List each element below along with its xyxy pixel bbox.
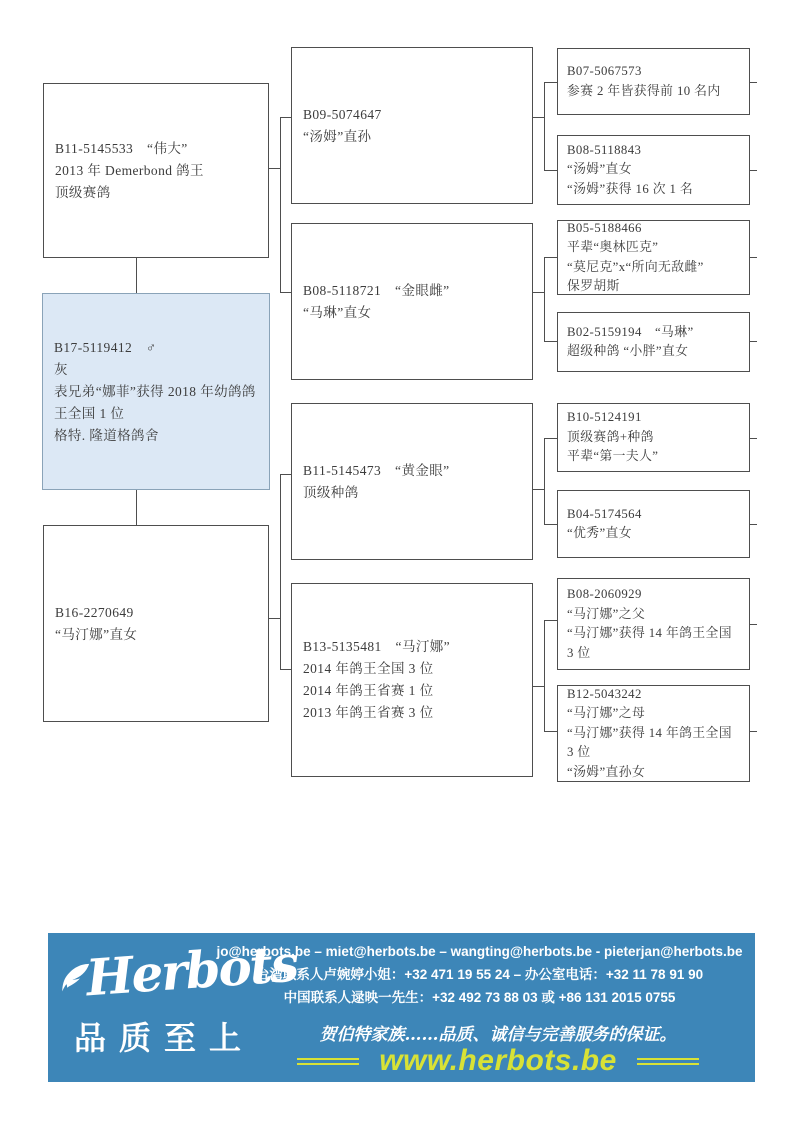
banner-emails: jo@herbots.be – miet@herbots.be – wangting@herbots.be - pieterjan@herbots.be (216, 944, 743, 959)
node-text-line: “马汀娜”之母 (567, 706, 646, 721)
connector-line (136, 490, 137, 525)
double-rule-left (297, 1058, 359, 1065)
node-text (292, 104, 393, 148)
node-text-line: B05-5188466 (567, 220, 642, 235)
connector-line (545, 170, 557, 171)
node-text (558, 141, 702, 200)
node-text-line: B09-5074647 (303, 106, 382, 122)
connector-stub (750, 82, 757, 83)
banner-slogan: 品质至上 (74, 1020, 255, 1056)
node-text-line: B10-5124191 (567, 410, 642, 425)
node-b04-5174564 (557, 490, 750, 558)
node-b08-5118843 (557, 135, 750, 205)
connector-line (281, 292, 291, 293)
node-b07-5067573 (557, 48, 750, 115)
node-b17-5119412-subject (42, 293, 270, 490)
connector-line (281, 669, 291, 670)
connector-line (545, 620, 557, 621)
node-text (558, 323, 703, 362)
connector-line (136, 258, 137, 293)
node-text-line: “汤姆”获得 16 次 1 名 (567, 181, 694, 196)
connector-line (545, 524, 557, 525)
node-text-line: 3 位 (567, 745, 591, 760)
node-text-line: B13-5135481 “马汀娜” (303, 639, 451, 654)
node-b12-5043242 (557, 685, 750, 782)
node-text-line: B08-5118721 “金眼雌” (303, 282, 450, 298)
node-text-line: “优秀”直女 (567, 526, 632, 540)
node-text (558, 219, 713, 297)
node-text-line: B17-5119412 ♂ (54, 339, 157, 355)
node-text (558, 62, 730, 101)
banner-website-row (248, 1041, 748, 1081)
node-text-line: 2013 年 Demerbond 鸽王 (55, 162, 204, 178)
node-b09-5074647 (291, 47, 533, 204)
node-text-line: 保罗胡斯 (567, 279, 620, 293)
connector-line (545, 438, 557, 439)
connector-stub (750, 624, 757, 625)
node-text (292, 636, 461, 724)
node-text-line: “马汀娜”直女 (55, 626, 138, 642)
connector-line (280, 117, 281, 293)
connector-line (545, 341, 557, 342)
node-text-line: B11-5145533 “伟大” (55, 140, 188, 156)
node-text-line: 顶级赛鸽 (55, 184, 111, 200)
node-text-line: 2014 年鸽王全国 3 位 (303, 661, 434, 676)
node-text-line: 表兄弟“娜菲”获得 2018 年幼鸽鸽 (54, 383, 256, 399)
node-text-line: B04-5174564 (567, 506, 642, 521)
node-text-line: 平辈“奥林匹克” (567, 240, 659, 254)
node-text (292, 460, 461, 504)
node-text (558, 585, 741, 663)
node-text-line: 顶级种鸽 (303, 484, 359, 500)
node-text-line: 2013 年鸽王省赛 3 位 (303, 705, 434, 720)
banner-contact-block (206, 940, 753, 1009)
node-text-line: 格特. 隆道格鸽舍 (54, 427, 159, 443)
connector-stub (750, 731, 757, 732)
node-text-line: 灰 (54, 361, 68, 377)
node-text-line: B08-5118843 (567, 142, 642, 157)
node-text (44, 602, 148, 646)
node-b16-2270649-dam (43, 525, 269, 722)
node-text-line: “汤姆”直女 (567, 162, 632, 177)
node-text (43, 337, 267, 447)
node-b10-5124191 (557, 403, 750, 472)
node-text-line: “马汀娜”之父 (567, 606, 646, 621)
node-text-line: B08-2060929 (567, 587, 642, 601)
node-text (558, 505, 651, 544)
node-b13-5135481 (291, 583, 533, 777)
node-b11-5145473 (291, 403, 533, 560)
node-text-line: “莫尼克”x“所向无敌雌” (567, 259, 704, 274)
connector-line (545, 731, 557, 732)
banner-taiwan-contact: 台湾联系人卢婉婷小姐：+32 471 19 55 24 – 办公室电话：+32 11 78 91 90 (255, 967, 704, 982)
connector-line (544, 620, 545, 732)
double-rule-right (637, 1058, 699, 1065)
node-text (292, 280, 461, 324)
connector-stub (750, 170, 757, 171)
banner-china-contact: 中国联系人逯映一先生：+32 492 73 88 03 或 +86 131 2015 0755 (283, 990, 676, 1005)
website-link[interactable]: www.herbots.be (379, 1044, 617, 1077)
node-text-line: 顶级赛鸽+种鸽 (567, 429, 654, 444)
connector-stub (750, 438, 757, 439)
connector-line (544, 257, 545, 342)
node-text-line: 2014 年鸽王省赛 1 位 (303, 683, 434, 698)
connector-line (545, 82, 557, 83)
node-text-line: 参赛 2 年皆获得前 10 名内 (567, 83, 721, 98)
connector-line (280, 474, 281, 670)
node-text-line: B11-5145473 “黄金眼” (303, 462, 450, 478)
node-text (558, 408, 667, 467)
node-text-line: “汤姆”直孙女 (567, 764, 646, 779)
node-b11-5145533-sire (43, 83, 269, 258)
connector-stub (750, 341, 757, 342)
herbots-banner (48, 933, 755, 1082)
node-text-line: B02-5159194 “马琳” (567, 324, 694, 339)
connector-line (545, 257, 557, 258)
node-b08-2060929 (557, 578, 750, 670)
node-text-line: “汤姆”直孙 (303, 128, 372, 144)
connector-stub (750, 257, 757, 258)
connector-line (544, 82, 545, 171)
connector-stub (750, 524, 757, 525)
node-b08-5118721 (291, 223, 533, 380)
node-text-line: B12-5043242 (567, 686, 642, 701)
node-b02-5159194 (557, 312, 750, 372)
node-b05-5188466 (557, 220, 750, 295)
connector-line (281, 117, 291, 118)
node-text-line: B07-5067573 (567, 64, 642, 78)
node-text (558, 685, 741, 783)
herbots-logo-text: Herbots (84, 933, 299, 1008)
node-text (44, 138, 215, 204)
node-text-line: 平辈“第一夫人” (567, 449, 659, 464)
node-text-line: “马汀娜”获得 14 年鸽王全国 (567, 725, 732, 740)
node-text-line: 3 位 (567, 645, 591, 660)
node-text-line: 超级种鸽 “小胖”直女 (567, 344, 689, 358)
banner-tagline: 贺伯特家族……品质、诚信与完善服务的保证。 (319, 1025, 677, 1045)
node-text-line: “马琳”直女 (303, 304, 372, 320)
connector-line (544, 438, 545, 525)
node-text-line: 王全国 1 位 (54, 405, 125, 421)
node-text-line: “马汀娜”获得 14 年鸽王全国 (567, 626, 732, 640)
connector-line (281, 474, 291, 475)
node-text-line: B16-2270649 (55, 604, 134, 620)
